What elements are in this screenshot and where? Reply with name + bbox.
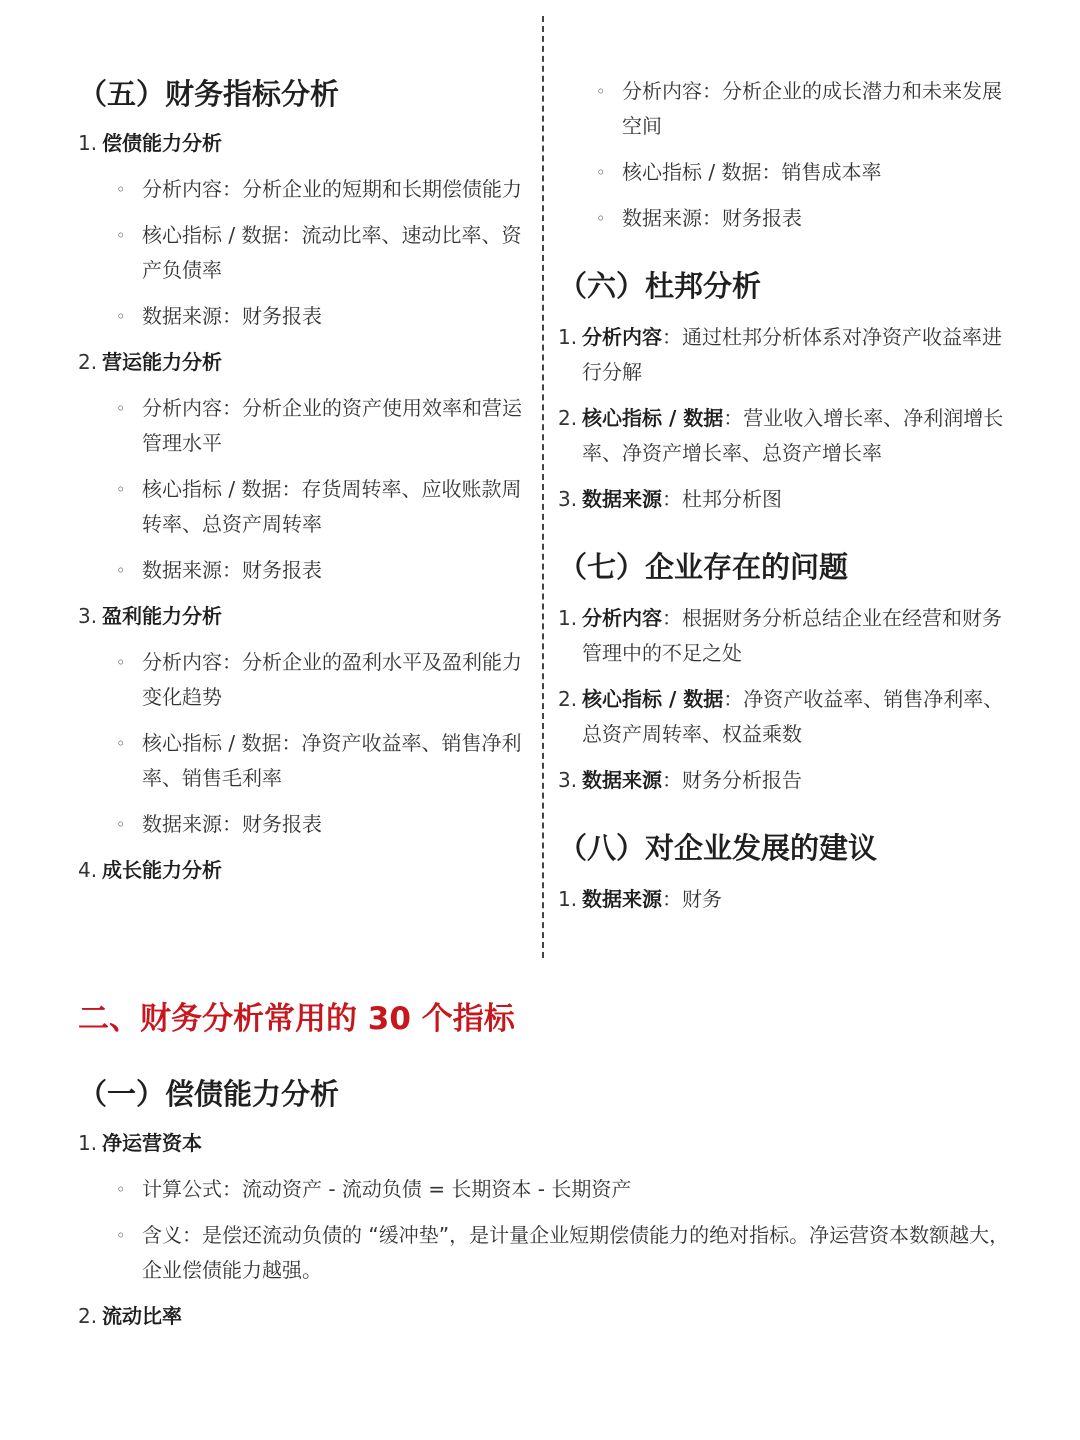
list-number: 2. [78,350,98,374]
bullet-circle-icon: ◦ [116,815,126,834]
bullet-list [78,645,523,842]
bullet-circle-icon: ◦ [116,180,126,199]
bullet-circle-icon: ◦ [116,399,126,418]
list-item-body: ：营业收入增长率、净利润增长率、净资产增长率、总资产增长率 [582,406,1004,465]
bullet-item: ◦ 核心指标 / 数据：净资产收益率、销售净利率、销售毛利率 [78,726,523,796]
subsection-heading-1: （一）偿债能力分析 [78,1077,340,1111]
list-item [558,320,1008,390]
list-item-body: ：根据财务分析总结企业在经营和财务管理中的不足之处 [582,606,1002,665]
section-heading-7: （七）企业存在的问题 [558,550,849,584]
bullet-item: ◦ 分析内容：分析企业的资产使用效率和营运管理水平 [78,391,523,461]
list-item-title: 净运营资本 [102,1131,202,1155]
list-item [78,126,523,161]
list-number: 3. [558,768,578,792]
list-number: 2. [78,1304,98,1328]
bullet-item: ◦ 核心指标 / 数据：销售成本率 [558,155,1008,190]
bullet-item: ◦ 核心指标 / 数据：流动比率、速动比率、资产负债率 [78,218,523,288]
bullet-circle-icon: ◦ [596,163,606,182]
left-column [78,74,523,888]
section-heading-6: （六）杜邦分析 [558,269,762,303]
list-item [558,401,1008,471]
list-item-title: 营运能力分析 [102,350,222,374]
list-item-body: ：财务分析报告 [662,768,802,792]
bullet-list [78,1172,1018,1288]
list-item-title: 数据来源 [582,768,662,792]
list-item-title: 流动比率 [102,1304,182,1328]
bullet-item: ◦ 分析内容：分析企业的成长潜力和未来发展空间 [558,74,1008,144]
list-item-title: 偿债能力分析 [102,131,222,155]
list-number: 1. [78,131,98,155]
list-number: 4. [78,858,98,882]
column-divider [542,16,544,958]
bullet-circle-icon: ◦ [116,480,126,499]
bullet-circle-icon: ◦ [116,734,126,753]
bullet-circle-icon: ◦ [116,226,126,245]
list-item-title: 分析内容 [582,325,662,349]
list-item-title: 分析内容 [582,606,662,630]
list-item-body: ：财务 [662,887,722,911]
list-number: 2. [558,687,578,711]
list-number: 1. [558,887,578,911]
bullet-item: ◦ 数据来源：财务报表 [78,553,523,588]
list-item-title: 数据来源 [582,887,662,911]
bullet-item: ◦ 分析内容：分析企业的短期和长期偿债能力 [78,172,523,207]
bullet-circle-icon: ◦ [116,1226,126,1245]
list-item [78,599,523,634]
bullet-circle-icon: ◦ [596,209,606,228]
list-number: 1. [558,606,578,630]
list-item [558,882,1008,917]
list-item [558,682,1008,752]
list-item-body: ：净资产收益率、销售净利率、总资产周转率、权益乘数 [582,687,1004,746]
list-number: 3. [558,487,578,511]
right-column [558,74,1008,917]
bullet-item: ◦ 数据来源：财务报表 [558,201,1008,236]
bullet-item: ◦ 数据来源：财务报表 [78,807,523,842]
list-item [558,601,1008,671]
part2-content [78,1074,1018,1334]
bullet-circle-icon: ◦ [596,82,606,101]
list-item-title: 核心指标 / 数据 [582,687,724,711]
bullet-list [78,391,523,588]
list-item [78,345,523,380]
list-item-title: 核心指标 / 数据 [582,406,724,430]
list-item [78,1126,1018,1161]
bullet-circle-icon: ◦ [116,561,126,580]
bullet-item: ◦ 计算公式：流动资产 - 流动负债 = 长期资本 - 长期资产 [78,1172,1018,1207]
list-item-title: 成长能力分析 [102,858,222,882]
list-number: 1. [78,1131,98,1155]
list-item [558,482,1008,517]
part-heading: 二、财务分析常用的 30 个指标 [78,1001,515,1037]
bullet-circle-icon: ◦ [116,653,126,672]
bullet-item: ◦ 含义：是偿还流动负债的 “缓冲垫”，是计量企业短期偿债能力的绝对指标。净运营资本数额越大，企业偿债能力越强。 [78,1218,1018,1288]
list-number: 2. [558,406,578,430]
list-item [78,1299,1018,1334]
list-number: 1. [558,325,578,349]
list-item [558,763,1008,798]
bullet-circle-icon: ◦ [116,307,126,326]
list-item-body: ：杜邦分析图 [662,487,782,511]
section-heading-8: （八）对企业发展的建议 [558,831,878,865]
bullet-item: ◦ 核心指标 / 数据：存货周转率、应收账款周转率、总资产周转率 [78,472,523,542]
bullet-item: ◦ 分析内容：分析企业的盈利水平及盈利能力变化趋势 [78,645,523,715]
list-number: 3. [78,604,98,628]
section-heading-5: （五）财务指标分析 [78,77,340,111]
list-item-title: 数据来源 [582,487,662,511]
list-item-body: ：通过杜邦分析体系对净资产收益率进行分解 [582,325,1002,384]
list-item [78,853,523,888]
bullet-list [78,172,523,334]
bullet-item: ◦ 数据来源：财务报表 [78,299,523,334]
bullet-list [558,74,1008,236]
list-item-title: 盈利能力分析 [102,604,222,628]
bullet-circle-icon: ◦ [116,1180,126,1199]
